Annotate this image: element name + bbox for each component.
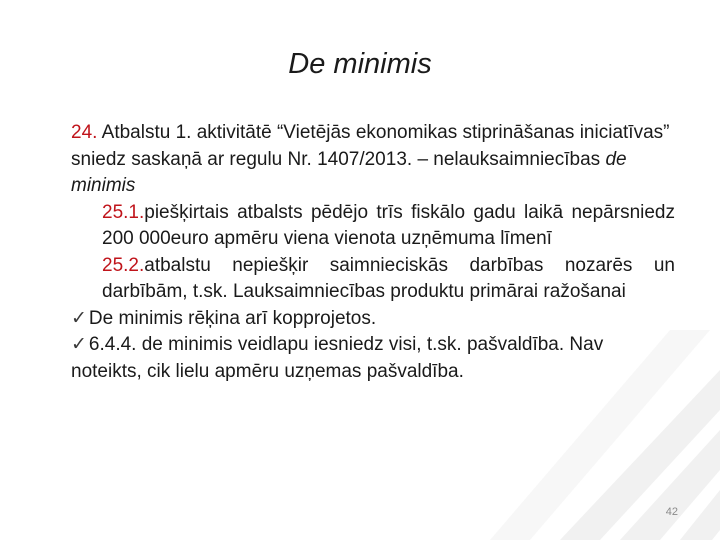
paragraph-number: 25.2. (102, 254, 145, 276)
checkmark-icon: ✓ (71, 307, 87, 329)
paragraph-number: 25.1. (102, 201, 145, 223)
paragraph-24 (71, 120, 675, 200)
paragraph-number: 24. (71, 122, 98, 143)
bullet-text: De minimis rēķina arī kopprojetos. (88, 307, 377, 329)
slide-title: De minimis (288, 48, 432, 80)
page-number: 42 (665, 506, 678, 518)
checkmark-icon: ✓ (71, 334, 87, 355)
decorative-chevron-pattern (490, 330, 720, 540)
bullet-item (71, 306, 675, 333)
paragraph-italic-text: de minimis (71, 148, 627, 196)
paragraph-25-2 (102, 253, 675, 306)
paragraph-text: piešķirtais atbalsts pēdējo trīs fiskālo gadu laikā nepārsniedz 200 000euro apmēru viena vienota uzņēmuma līmenī (102, 201, 675, 249)
paragraph-25-1 (102, 200, 675, 253)
paragraph-text: Atbalstu 1. aktivitātē “Vietējās ekonomikas stiprināšanas iniciatīvas” sniedz saskaņā ar regulu Nr. 1407/2013. – nelauksaimniecības (71, 122, 670, 170)
paragraph-text: atbalstu nepiešķir saimnieciskās darbības nozarēs un darbībām, t.sk. Lauksaimniecības produktu primārai ražošanai (102, 254, 675, 302)
bullet-text: 6.4.4. de minimis veidlapu iesniedz visi, t.sk. pašvaldība. Nav noteikts, cik lielu apmēru uzņemas pašvaldība. (71, 334, 604, 382)
